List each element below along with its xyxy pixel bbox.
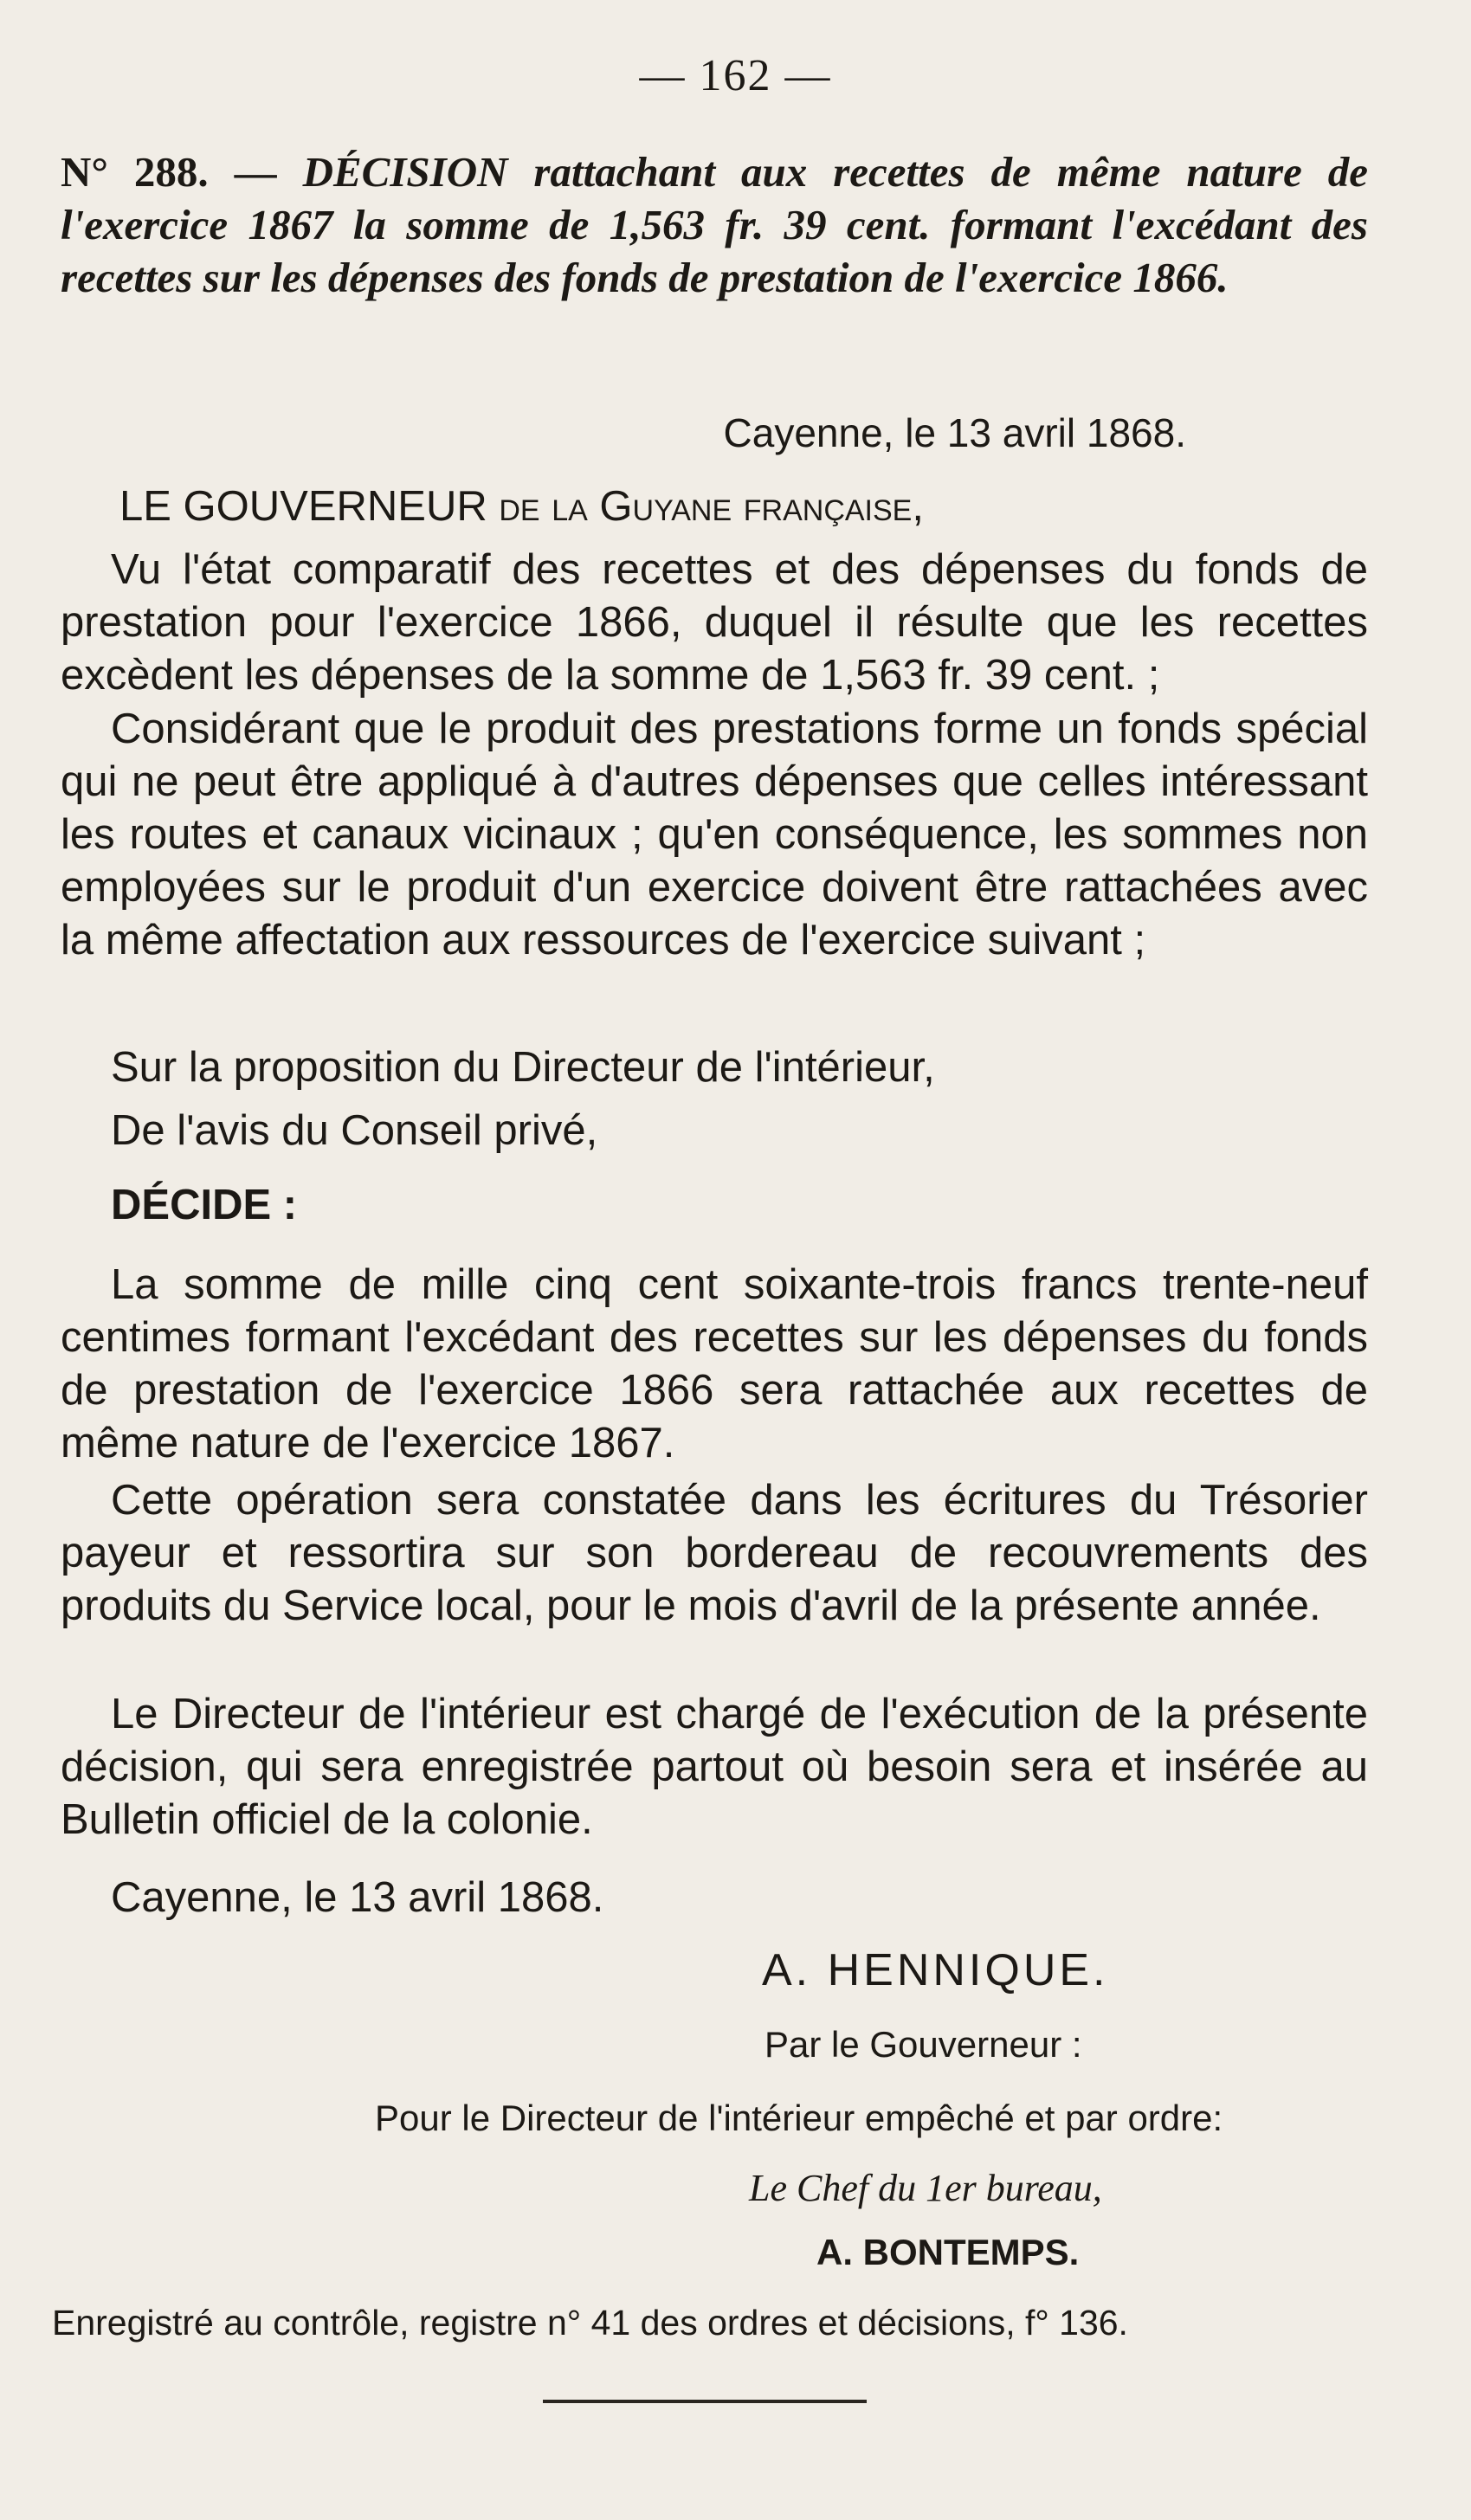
decision-number: N° 288. — bbox=[61, 148, 277, 196]
decision-title bbox=[61, 145, 1368, 304]
signature-role: Le Chef du 1er bureau, bbox=[749, 2167, 1102, 2209]
signature-name: A. HENNIQUE. bbox=[762, 1945, 1109, 1995]
decide-heading: DÉCIDE : bbox=[111, 1182, 298, 1228]
signature-signer: A. BONTEMPS. bbox=[816, 2232, 1080, 2272]
place-date-top: Cayenne, le 13 avril 1868. bbox=[723, 410, 1186, 455]
decision-title-text: DÉCISION rattachant aux recettes de même nature de l'exercice 1867 la somme de 1,563 fr. 39 cent. formant l'excédant des recettes sur les dépenses des fonds de prestation de l'exercice 1866. bbox=[61, 148, 1369, 301]
place-date-bottom: Cayenne, le 13 avril 1868. bbox=[111, 1874, 604, 1921]
registration-note: Enregistré au contrôle, registre n° 41 des ordres et décisions, f° 136. bbox=[52, 2303, 1128, 2343]
intro-line: LE GOUVERNEUR de la Guyane française, bbox=[119, 483, 924, 530]
paragraph-considerant: Considérant que le produit des prestations forme un fonds spécial qui ne peut être appliqué à d'autres dépenses que celles intéressant les routes et canaux vicinaux ; qu'en conséquence, les sommes non employées sur le produit d'un exercice doivent être rattachées avec la même affectation aux ressources de l'exercice suivant ; bbox=[61, 706, 1368, 964]
closing-rule bbox=[543, 2400, 867, 2403]
decision-paragraph-2: Cette opération sera constatée dans les écritures du Trésorier payeur et ressortira sur son bordereau de recouvrements des produits du Service local, pour le mois d'avril de la présente année. bbox=[61, 1477, 1368, 1629]
page-number: — 162 — bbox=[639, 51, 832, 100]
paragraph-avis: De l'avis du Conseil privé, bbox=[111, 1107, 598, 1154]
paragraph-proposition: Sur la proposition du Directeur de l'intérieur, bbox=[111, 1044, 935, 1091]
decision-paragraph-1: La somme de mille cinq cent soixante-trois francs trente-neuf centimes formant l'excédant des recettes sur les dépenses du fonds de prestation de l'exercice 1866 sera rattachée aux recettes de même nature de l'exercice 1867. bbox=[61, 1261, 1368, 1466]
signature-for: Pour le Directeur de l'intérieur empêché et par ordre: bbox=[375, 2098, 1223, 2138]
signature-by: Par le Gouverneur : bbox=[765, 2024, 1082, 2065]
decision-paragraph-3: Le Directeur de l'intérieur est chargé de l'exécution de la présente décision, qui sera enregistrée partout où besoin sera et insérée au Bulletin officiel de la colonie. bbox=[61, 1691, 1368, 1843]
paragraph-vu: Vu l'état comparatif des recettes et des dépenses du fonds de prestation pour l'exercice 1866, duquel il résulte que les recettes excèdent les dépenses de la somme de 1,563 fr. 39 cent. ; bbox=[61, 546, 1368, 699]
